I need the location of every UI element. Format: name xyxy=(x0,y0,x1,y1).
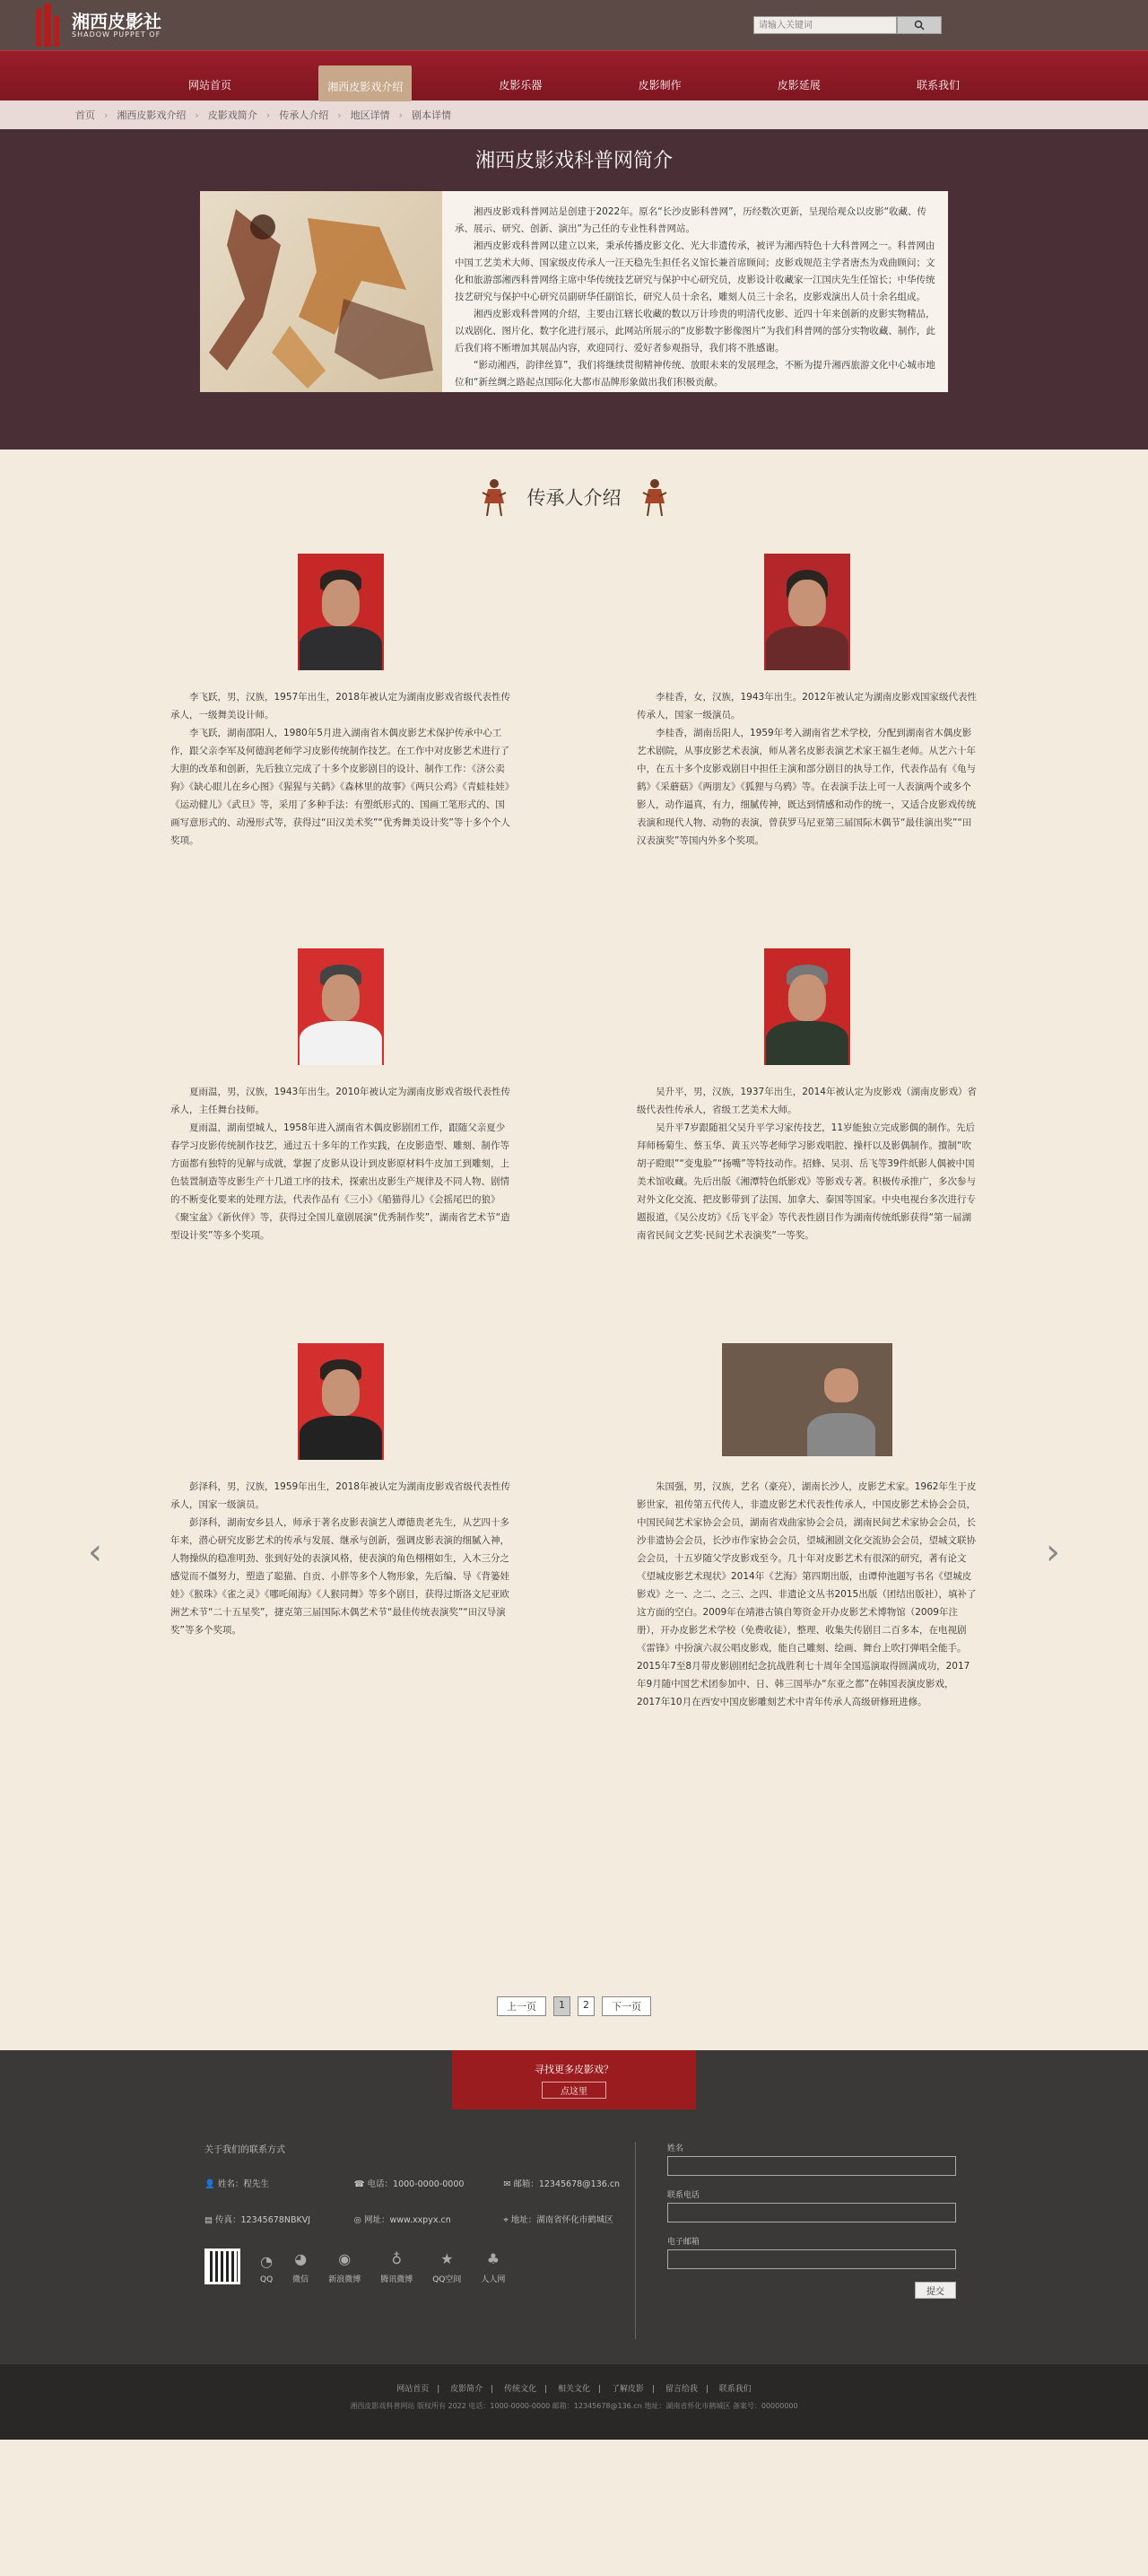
name-label: 姓名 xyxy=(666,2144,683,2153)
footer-link[interactable]: 相关文化 xyxy=(557,2385,590,2394)
footer-bottom: 网站首页 | 皮影简介 | 传统文化 | 相关文化 | 了解皮影 | 留言给我 | 联系我们 湘西皮影戏科普网站 版权所有 2022 电话：1000-0000-0000 邮箱：12345678@136.cn 地址：湖南省怀化市鹤城区 备案号：00000000 xyxy=(0,2364,1148,2440)
nav-instruments[interactable]: 皮影乐器 xyxy=(499,79,543,92)
puppet-left-icon xyxy=(481,476,508,518)
contact-email: ✉ 邮箱：12345678@136.cn xyxy=(503,2179,621,2189)
qzone-icon: ★ xyxy=(440,2250,454,2267)
sub-link-region[interactable]: 地区详情 xyxy=(350,109,390,121)
intro-text xyxy=(442,191,948,392)
search-icon xyxy=(914,20,925,31)
footer-link[interactable]: 皮影简介 xyxy=(450,2385,483,2394)
submit-button[interactable]: 提交 xyxy=(915,2282,956,2299)
inheritor-summary: 李桂香，女，汉族，1943年出生。2012年被认定为湖南皮影戏国家级代表性传承人，国家一级演员。 xyxy=(637,692,977,720)
inheritor-summary: 彭泽科，男，汉族，1959年出生，2018年被认定为湖南皮影戏省级代表性传承人，国家一级演员。 xyxy=(170,1481,510,1510)
email-label: 电子邮箱 xyxy=(666,2238,700,2247)
footer-link[interactable]: 了解皮影 xyxy=(611,2385,644,2394)
footer-link[interactable]: 网站首页 xyxy=(396,2385,430,2394)
inheritor-photo xyxy=(298,554,384,670)
inheritor-photo xyxy=(764,948,850,1065)
contact-address: ⌖ 地址：湖南省怀化市鹤城区 xyxy=(503,2215,613,2225)
contact-title: 关于我们的联系方式 xyxy=(204,2145,285,2155)
next-page-button[interactable]: 下一页 xyxy=(602,1996,651,2016)
nav-extension[interactable]: 皮影延展 xyxy=(777,79,821,92)
inheritor-card xyxy=(637,948,978,1289)
inheritor-photo xyxy=(298,948,384,1065)
cta-title: 寻找更多皮影戏？ xyxy=(535,2063,613,2075)
tencent-weibo-icon: ♁ xyxy=(391,2250,403,2267)
inheritor-bio: 彭泽科，湖南安乡县人，师承于著名皮影表演艺人谭德贵老先生，从艺四十多年来，潜心研究皮影艺术的传承与发展、继承与创新，强调皮影表演的细腻入神，人物操纵的稳准明劲、张到好处的表演风格，使表演的角色栩栩如生，入木三分之感觉而不僵努力，塑造了聪猫、自贡、小胖等多个人物形象，先后编、导《背篓娃娃》《猴珠》《雀之灵》《哪吒闹海》《人猴同舞》等多个剧目，获得过斯洛文尼亚欧洲艺术节“二十五星奖”，捷克第三届国际木偶艺术节“最佳传统表演奖”“田汉导演奖”等多个奖项。 xyxy=(170,1517,509,1636)
breadcrumb-separator: › xyxy=(265,109,271,121)
sub-link-inheritors[interactable]: 传承人介绍 xyxy=(279,109,329,121)
site-logo[interactable] xyxy=(36,4,161,47)
contact-web: ◎ 网址：www.xxpyx.cn xyxy=(353,2215,451,2225)
section-title: 传承人介绍 xyxy=(526,487,622,509)
inheritor-photo xyxy=(298,1343,384,1460)
inheritor-bio: 吴升平7岁跟随祖父吴升平学习家传技艺，11岁能独立完成影偶的制作。先后拜师杨菊生、蔡玉华、黄玉兴等老师学习影戏唱腔、操杆以及影偶制作。擅制“吹胡子瞪眼”“变鬼脸”“扬嘴”等特技动作。招蜂、吴羽、岳飞等39件纸影人偶被中国美术馆收藏。先后出版《湘潭特色纸影戏》等影戏专著。积极传承推广，多次参与对外文化交流、把皮影带到了法国、加拿大、泰国等国家。中央电视台多次进行专题报道，《吴公皮坊》《岳飞平金》等代表性剧目作为湖南传统纸影获得“第一届湖南省民间文艺奖·民间艺术表演奖”一等奖。 xyxy=(637,1122,976,1241)
breadcrumb-current[interactable]: 湘西皮影戏介绍 xyxy=(117,109,187,121)
breadcrumb xyxy=(0,100,1148,129)
inheritor-bio: 朱国强，男，汉族，艺名（豪亮），湖南长沙人，皮影艺术家。1962年生于皮影世家，祖传第五代传人，非遗皮影艺术代表性传承人，中国皮影艺术协会会员，中国民间艺术家协会会员，湖南省戏曲家协会会员，湖南民间艺术家协会会员，长沙非遗协会会员，长沙市作家协会会员，望城湘剧文化交流协会会员，望城文联协会会员，十五岁随父学皮影戏至今。几十年对皮影艺术有很深的研究，著有论文《望城皮影艺术现状》2014年《艺海》第四期出版，由谭仲池题写书名《望城皮影戏》之一、之二、之三、之四、非遗论文丛书2015出版（团结出版社），填补了这方面的空白。2009年在靖港古镇自筹资金开办皮影艺术博物馆（2009年注册），开办皮影艺术学校（免费收徒），整理、收集失传剧目二百多本，在电视剧《雷锋》中扮演六叔公唱皮影戏，能自己雕刻、绘画、舞台上吹打弹唱全能手。2015年7至8月带皮影剧团纪念抗战胜利七十周年全国巡演取得圆满成功，2017年9月随中国艺术团参加中、日、韩三国举办“东亚之都”在韩国表演皮影戏，2017年10月在西安中国皮影雕刻艺术中青年传承人高级研修班进修。 xyxy=(637,1481,977,1707)
contact-info xyxy=(204,2142,635,2364)
inheritor-bio: 李桂香，湖南岳阳人，1959年考入湖南省艺术学校，分配到湖南省木偶皮影艺术剧院，从事皮影艺术表演，师从著名皮影表演艺术家王福生老师。从艺六十年中，在五十多个皮影戏剧目中担任主演和部分剧目的执导工作，代表作品有《龟与鹤》《采蘑菇》《两朋友》《狐狸与乌鸦》等。在表演手法上可一人表演两个或多个影人，动作逼真，有力，细腻传神，既达到情感和动作的统一，又适合皮影戏传统表演和现代人物、动物的表演，曾获罗马尼亚第三届国际木偶节“最佳演出奖”“田汉表演奖”等国内外多个奖项。 xyxy=(637,728,976,846)
page-1-button[interactable]: 1 xyxy=(553,1996,570,2016)
inheritor-card xyxy=(637,1343,978,1917)
nav-home[interactable]: 网站首页 xyxy=(188,79,232,92)
nav-contact[interactable]: 联系我们 xyxy=(916,79,960,92)
sub-link-script[interactable]: 剧本详情 xyxy=(412,109,452,121)
logo-subtitle: SHADOW PUPPET OF xyxy=(72,30,161,39)
inheritor-list xyxy=(88,554,1060,1917)
next-arrow-icon[interactable]: › xyxy=(1046,1532,1060,1573)
contact-fax: ▤ 传真：12345678NBKVJ xyxy=(204,2215,311,2225)
breadcrumb-separator: › xyxy=(195,109,199,121)
intro-paragraph: 湘西皮影戏科普网的介绍，主要由江辖长收藏的数以万计珍贵的明清代皮影、近四十年来创新的皮影实物精品，以戏剧化、图片化、数字化进行展示，此网站所展示的“皮影数字影像图片”为我们科普网的部分实物收藏、制作，此后我们将不断增加其展品内容，欢迎同行、爱好者参观指导，我们将不胜感谢。 xyxy=(455,309,935,354)
nav-making[interactable]: 皮影制作 xyxy=(638,79,682,92)
qr-code xyxy=(204,2249,240,2284)
qq-icon: ◔ xyxy=(260,2253,274,2270)
breadcrumb-separator: › xyxy=(398,109,404,121)
search-bar xyxy=(753,16,942,34)
sub-link-brief[interactable]: 皮影戏简介 xyxy=(207,109,257,121)
social-qq[interactable]: ◔ QQ xyxy=(260,2253,274,2284)
contact-name: 👤 姓名：程先生 xyxy=(204,2179,269,2189)
search-button[interactable] xyxy=(897,16,942,34)
inheritor-card xyxy=(170,948,511,1289)
social-renren[interactable]: ♣ 人人网 xyxy=(481,2250,506,2284)
inheritors-heading xyxy=(0,450,1148,554)
breadcrumb-separator: › xyxy=(337,109,342,121)
footer xyxy=(0,2050,1148,2440)
email-field[interactable] xyxy=(667,2249,956,2269)
logo-title: 湘西皮影社 xyxy=(72,10,161,32)
footer-link[interactable]: 联系我们 xyxy=(718,2385,752,2394)
social-tweibo[interactable]: ♁ 腾讯微博 xyxy=(380,2250,413,2284)
top-header xyxy=(0,0,1148,50)
inheritor-bio: 夏雨温，湖南望城人，1958年进入湖南省木偶皮影剧团工作，跟随父亲夏少春学习皮影传统制作技艺，通过五十多年的工作实践，在皮影造型、雕刻、制作等方面都有独特的见解与成就，掌握了皮影从设计到皮影原材料牛皮加工到雕刻，上色装置制造等皮影生产十几道工序的技术，探索出皮影生产规律及不同人物、剧情的不断变化要来的处理方法，代表作品有《三小》《船猫得儿》《会摇尾巴的狼》《聚宝盆》《新伙伴》等，获得过全国儿童剧展演“优秀制作奖”，湖南省艺术节“造型设计奖”等多个奖项。 xyxy=(170,1122,510,1241)
main-nav xyxy=(0,50,1148,100)
inheritor-photo xyxy=(764,554,850,670)
weibo-icon: ◉ xyxy=(338,2250,352,2267)
prev-page-button[interactable]: 上一页 xyxy=(497,1996,546,2016)
social-wechat[interactable]: ◕ 微信 xyxy=(292,2250,309,2284)
inheritor-bio: 李飞跃，湖南邵阳人，1980年5月进入湖南省木偶皮影艺术保护传承中心工作，跟父亲李军及何德润老师学习皮影传统制作技艺。在工作中对皮影艺术进行了大胆的改革和创新，先后独立完成了十多个皮影剧目的设计、制作工作：《济公卖狗》《缺心眼儿在乡心图》《猩猩与关鹤》《森林里的故事》《两只公鸡》《青蛙桂娃》《运动健儿》《武旦》等，采用了多种手法：有塑纸形式的、国画工笔形式的、国画写意形式的、动漫形式等，获得过“田汉美术奖”“优秀舞美设计奖”等十多个个人奖项。 xyxy=(170,728,510,846)
footer-link[interactable]: 传统文化 xyxy=(504,2385,537,2394)
logo-mark xyxy=(36,4,66,47)
inheritor-summary: 李飞跃，男，汉族，1957年出生，2018年被认定为湖南皮影戏省级代表性传承人，一级舞美设计师。 xyxy=(170,692,510,720)
search-input[interactable] xyxy=(753,16,897,34)
inheritor-summary: 夏雨温，男，汉族，1943年出生。2010年被认定为湖南皮影戏省级代表性传承人，主任舞台技师。 xyxy=(170,1087,510,1115)
social-weibo[interactable]: ◉ 新浪微博 xyxy=(328,2250,361,2284)
pagination xyxy=(0,1962,1148,2050)
name-field[interactable] xyxy=(667,2156,956,2176)
inheritor-summary: 吴升平，男，汉族，1937年出生，2014年被认定为皮影戏（湖南皮影戏）省级代表性传承人，省级工艺美术大师。 xyxy=(637,1087,977,1115)
breadcrumb-separator: › xyxy=(104,109,109,121)
renren-icon: ♣ xyxy=(486,2250,500,2267)
intro-paragraph: “影动湘西，韵律丝算”，我们将继续贯彻精神传统、放眼未来的发展理念，不断为提升湘西旅游文化中心城市地位和“新丝绸之路起点国际化大都市品牌形象做出我们积极贡献。 xyxy=(455,360,935,388)
shadow-puppet-image xyxy=(200,191,442,392)
social-qzone[interactable]: ★ QQ空间 xyxy=(432,2250,462,2284)
puppet-right-icon xyxy=(641,476,668,518)
phone-field[interactable] xyxy=(667,2203,956,2222)
prev-arrow-icon[interactable]: ‹ xyxy=(88,1532,102,1573)
wechat-icon: ◕ xyxy=(294,2250,308,2267)
inheritor-photo xyxy=(722,1343,892,1456)
intro-section xyxy=(0,129,1148,450)
page-2-button[interactable]: 2 xyxy=(578,1996,595,2016)
footer-divider xyxy=(635,2142,636,2339)
cta-button[interactable]: 点这里 xyxy=(542,2082,606,2099)
contact-phone: ☎ 电话：1000-0000-0000 xyxy=(353,2179,465,2189)
copyright: 湘西皮影戏科普网站 版权所有 2022 电话：1000-0000-0000 邮箱：12345678@136.cn 地址：湖南省怀化市鹤城区 备案号：00000000 xyxy=(350,2402,798,2410)
intro-title: 湘西皮影戏科普网简介 xyxy=(474,150,673,172)
social-links xyxy=(204,2249,635,2284)
breadcrumb-home[interactable]: 首页 xyxy=(75,109,95,121)
inheritor-card xyxy=(170,1343,511,1917)
inheritor-card xyxy=(170,554,511,895)
cta-box xyxy=(452,2050,696,2109)
nav-intro[interactable]: 湘西皮影戏介绍 xyxy=(318,65,412,101)
intro-paragraph: 湘西皮影戏科普网以建立以来，秉承传播皮影文化、光大非遗传承，被评为湘西特色十大科普网之一。科普网由中国工艺美术大师、国家级皮传承人一汪天稳先生担任名义馆长兼首席顾问；皮影戏规范主学者唐杰为戏曲顾问；文化和旅游部湘西科普网络主席中华传统技艺研究与保护中心研究员，皮影设计收藏家一江国庆先生任馆长；中华传统技艺研究与保护中心研究员副研华任副馆长，研究人员十余名，雕刻人员三十余名，皮影戏演出人员十余名组成。 xyxy=(455,240,935,302)
footer-link[interactable]: 留言给我 xyxy=(665,2385,698,2394)
inheritor-card xyxy=(637,554,978,895)
intro-paragraph: 湘西皮影戏科普网站是创建于2022年。原名“长沙皮影科普网”，历经数次更新，呈现给观众以皮影“收藏、传承、展示、研究、创新、演出”为己任的专业性科普网站。 xyxy=(455,206,927,234)
contact-form xyxy=(667,2142,1148,2364)
intro-box xyxy=(200,191,948,392)
phone-label: 联系电话 xyxy=(666,2191,700,2200)
